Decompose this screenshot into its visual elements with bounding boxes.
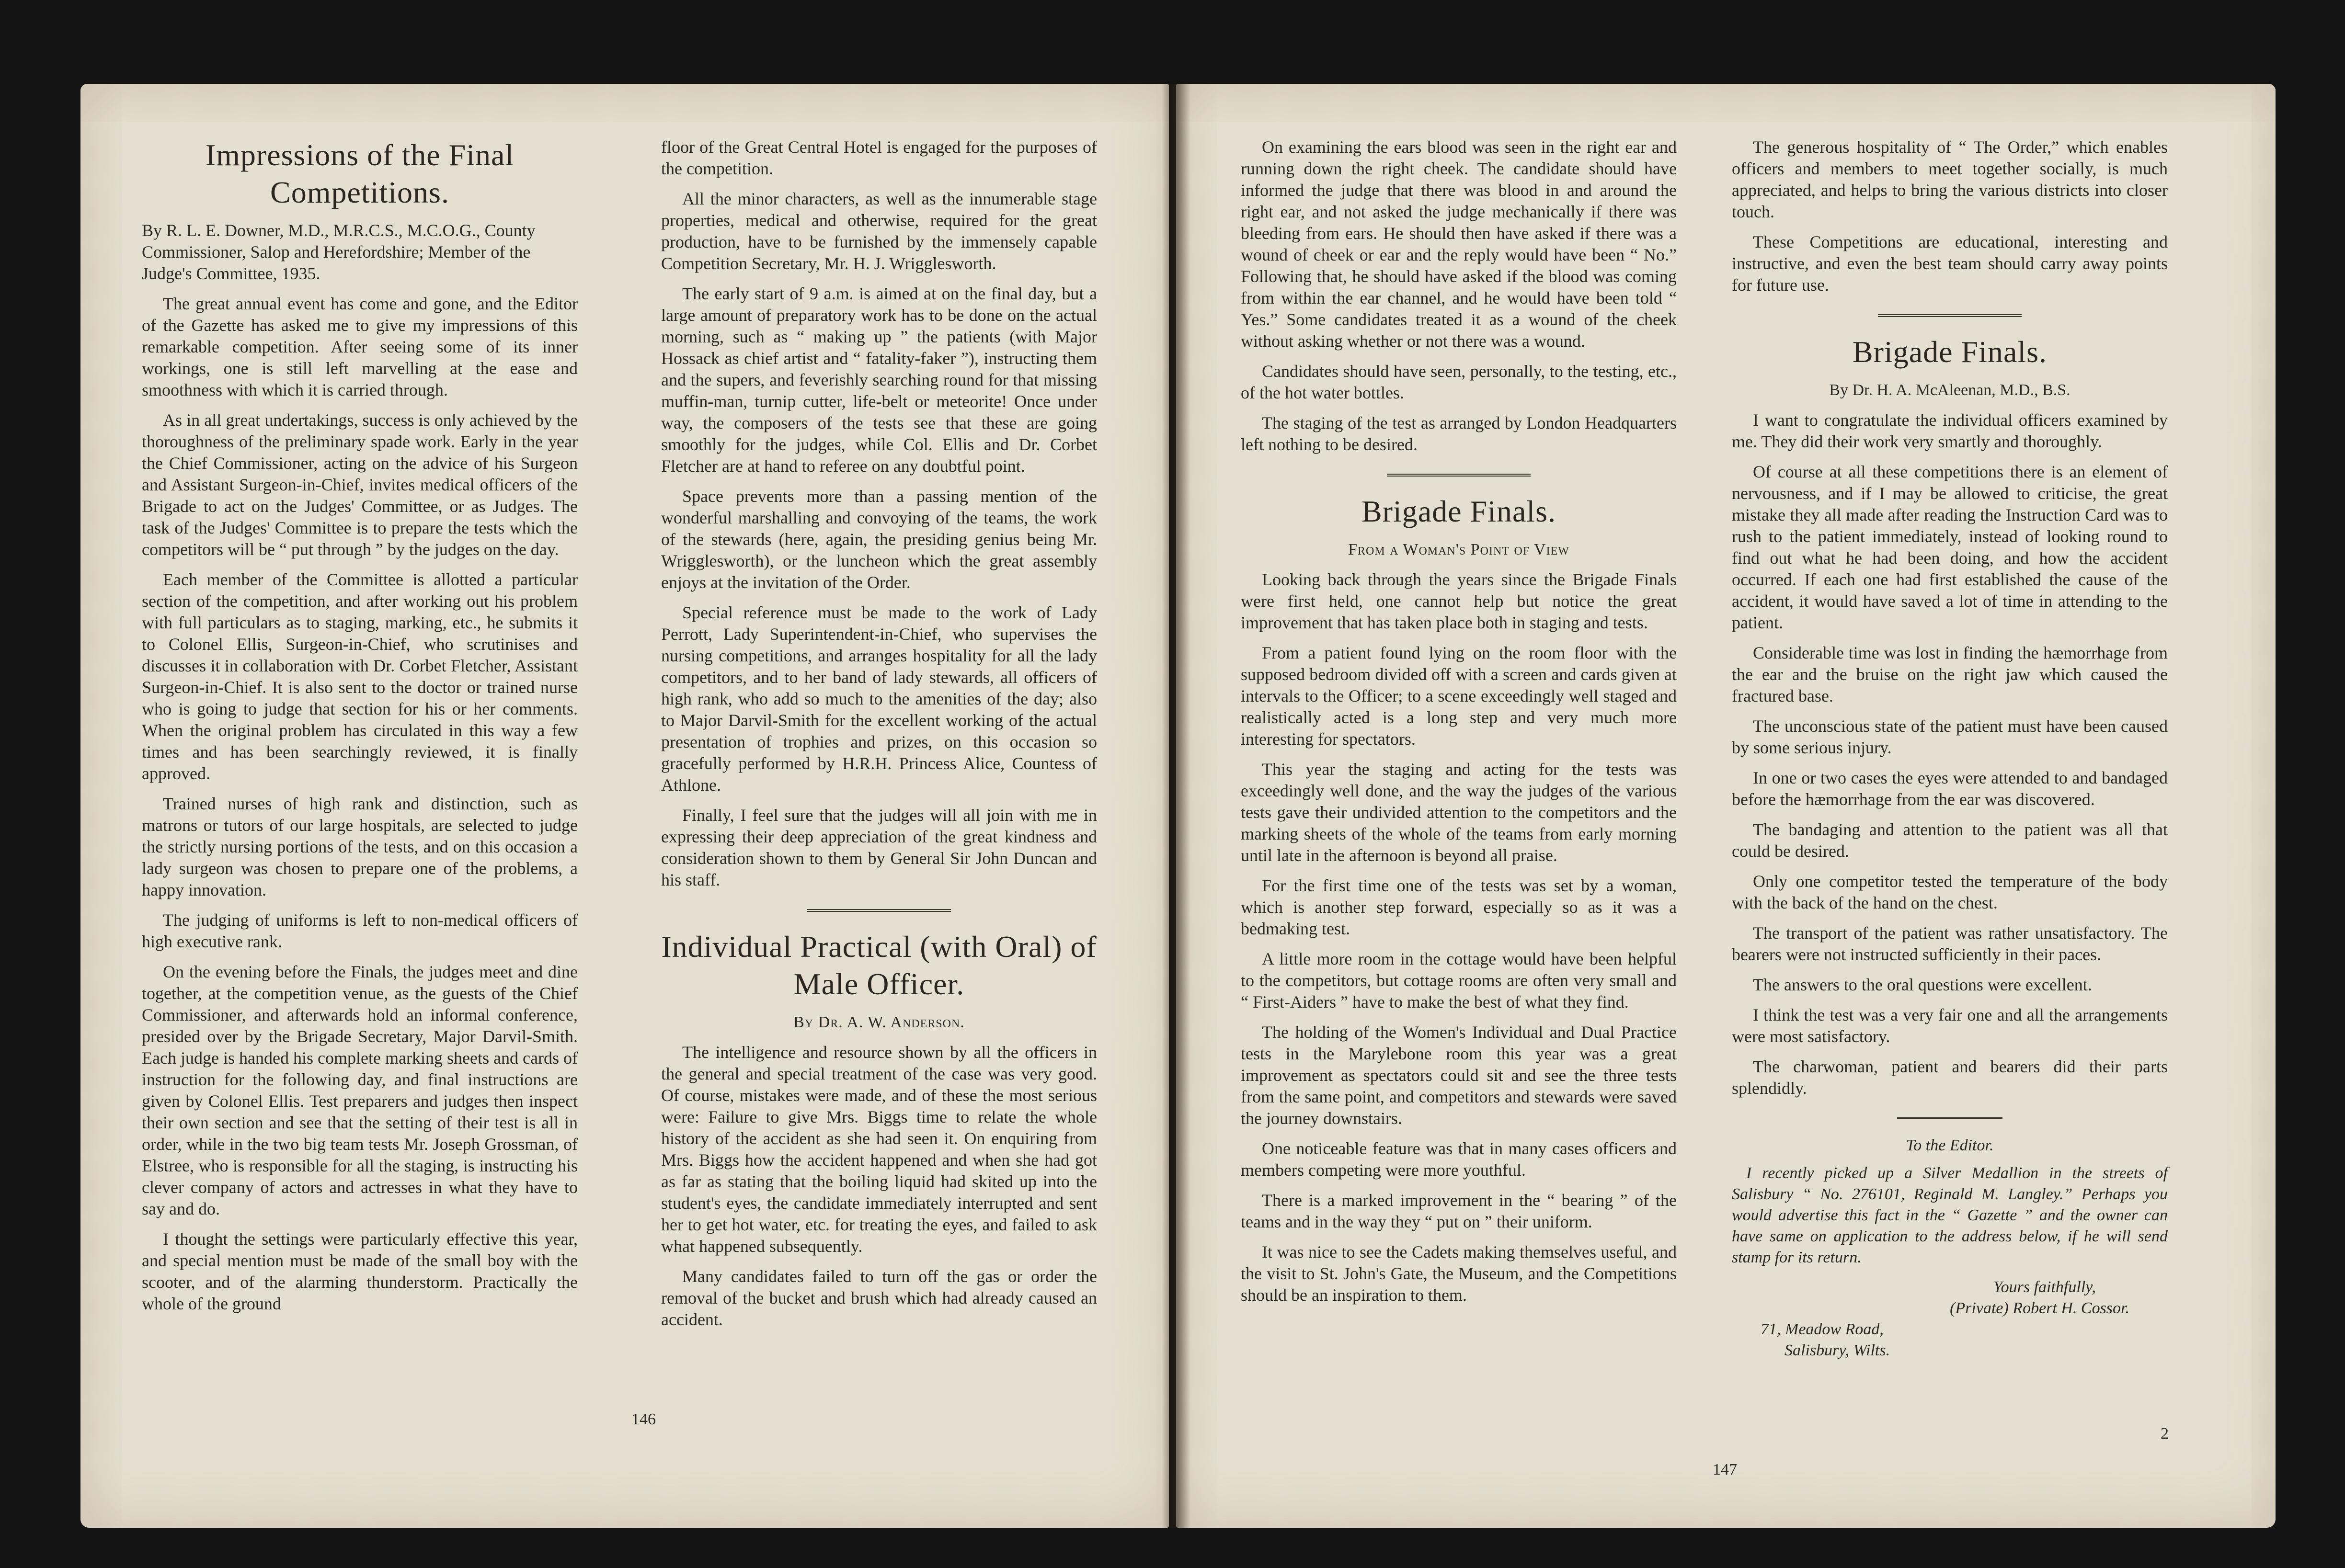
left-page [80, 84, 1169, 1528]
paragraph: Each member of the Committee is allotted a particular section of the competition, and after working out his problem with full particulars as to staging, marking, etc., he submits it to Colonel Ellis, Surgeon-in-Chief, who scrutinises and discusses it in collaboration with Dr. Corbet Fletcher, Assistant Surgeon-in-Chief. It is also sent to the doctor or trained nurse who is going to judge that section for his or her comments. When the original problem has circulated in this way a few times and has been searchingly reviewed, it is finally approved. [142, 570, 578, 783]
paragraph: The holding of the Women's Individual and Dual Practice tests in the Marylebone room this year was a great improvement as spectators could sit and see the three tests from the same point, and competitors and stewards were saved the journey downstairs. [1241, 1023, 1677, 1128]
right-page [1176, 84, 2276, 1528]
section-title: Brigade Finals. [1361, 494, 1556, 528]
paragraph: For the first time one of the tests was set by a woman, which is another step forward, especially so as it was a bedmaking test. [1241, 876, 1677, 938]
page-number: 147 [1713, 1461, 1737, 1478]
paragraph: A little more room in the cottage would have been helpful to the competitors, but cottage rooms are often very small and “ First-Aiders ” have to make the best of what they find. [1241, 949, 1677, 1011]
paragraph: The charwoman, patient and bearers did their parts splendidly. [1732, 1057, 2168, 1098]
paragraph: The bandaging and attention to the patient was all that could be desired. [1732, 820, 2168, 861]
paragraph: As in all great undertakings, success is only achieved by the thoroughness of the preliminary spade work. Early in the year the Chief Commissioner, acting on the advice of his Surgeon and Assistant Surgeon-in-Chief, invites medical officers of the Brigade to act on the Judges' Committee, or as Judges. The task of the Judges' Committee is to prepare the tests which the competitors will be “ put through ” by the judges on the day. [142, 410, 578, 559]
paragraph: I want to congratulate the individual officers examined by me. They did their work very smartly and thoroughly. [1732, 410, 2168, 451]
right-column [661, 136, 1097, 1339]
paragraph: The judging of uniforms is left to non-medical officers of high executive rank. [142, 910, 578, 951]
paragraph: The intelligence and resource shown by all the officers in the general and special treatment of the case was very good. Of course, mistakes were made, and of these the most serious were: Failure to give Mrs. Biggs time to relate the whole history of the accident as she had seen it. On enquiring from Mrs. Biggs how the accident happened and when she had got as far as stating that the boiling liquid had skited up into the student's eyes, the candidate immediately interrupted and sent her to get hot water, etc. for treating the eyes, and failed to ask what happened subsequently. [661, 1043, 1097, 1256]
paragraph: floor of the Great Central Hotel is engaged for the purposes of the competition. [661, 137, 1097, 178]
paragraph: The answers to the oral questions were excellent. [1753, 975, 2092, 994]
section-divider [1387, 474, 1531, 477]
section-subtitle: From a Woman's Point of View [1348, 541, 1569, 558]
left-column [142, 136, 578, 1323]
paragraph: The generous hospitality of “ The Order,” which enables officers and members to meet together socially, is much appreciated, and helps to bring the various districts into closer touch. [1732, 137, 2168, 221]
paragraph: Considerable time was lost in finding the hæmorrhage from the ear and the bruise on the right jaw which caused the fractured base. [1732, 643, 2168, 705]
section-divider [807, 909, 951, 912]
paragraph: It was nice to see the Cadets making themselves useful, and the visit to St. John's Gate, the Museum, and the Competitions should be an inspiration to them. [1241, 1242, 1677, 1305]
paragraph: On the evening before the Finals, the judges meet and dine together, at the competition venue, as the guests of the Chief Commissioner, and afterwards hold an informal conference, presided over by the Brigade Secretary, Major Darvil-Smith. Each judge is handed his complete marking sheets and cards of instruction for the following day, and final instructions are given by Colonel Ellis. Test preparers and judges then inspect their own section and see that the setting of their test is all in order, while in the two big team tests Mr. Joseph Grossman, of Elstree, who is responsible for all the staging, is instructing his clever company of actors and actresses in what they have to say and do. [142, 962, 578, 1218]
paragraph: The great annual event has come and gone, and the Editor of the Gazette has asked me to give my impressions of this remarkable competition. After seeing some of its inner workings, one is still left marvelling at the ease and smoothness with which it is carried through. [142, 294, 578, 399]
article-title: Impressions of the Final Competitions. [205, 138, 515, 209]
book-gutter [1162, 84, 1190, 1528]
left-column [1241, 136, 1677, 1315]
section-divider [1897, 1117, 2002, 1119]
paragraph: One noticeable feature was that in many cases officers and members competing were more youthful. [1241, 1139, 1677, 1180]
paragraph: All the minor characters, as well as the innumerable stage properties, medical and otherwise, required for the great production, have to be furnished by the immensely capable Competition Secretary, Mr. H. J. Wrigglesworth. [661, 189, 1097, 273]
section-title: Individual Practical (with Oral) of Male Officer. [661, 930, 1097, 1001]
paragraph: The early start of 9 a.m. is aimed at on the final day, but a large amount of preparatory work has to be done on the actual morning, such as “ making up ” the patients (with Major Hossack as chief artist and “ fatality-faker ”), instructing them and the supers, and feverishly searching round for that missing muffin-man, turnip cutter, life-belt or meteorite! Once under way, the composers of the tests see that these are going smoothly for the judges, while Col. Ellis and Dr. Corbet Fletcher are at hand to referee on any doubtful point. [661, 284, 1097, 476]
paragraph: Special reference must be made to the work of Lady Perrott, Lady Superintendent-in-Chief, who supervises the nursing competitions, and arranges hospitality for all the lady competitors, and to her band of lady stewards, all officers of high rank, who add so much to the amenities of the day; also to Major Darvil-Smith for the excellent working of the actual presentation of trophies and prizes, on this occasion so gracefully performed by H.R.H. Princess Alice, Countess of Athlone. [661, 603, 1097, 795]
letter-address-line-2: Salisbury, Wilts. [1784, 1341, 1890, 1359]
paragraph: From a patient found lying on the room floor with the supposed bedroom divided off with a screen and cards given at intervals to the Officer; to a scene exceedingly well staged and realistically acted is a long step and very much more interesting for spectators. [1241, 643, 1677, 749]
paragraph: On examining the ears blood was seen in the right ear and running down the right cheek. The candidate should have informed the judge that there was blood in and around the right ear, and not asked the judge mechanically if there was bleeding from ears. He should then have asked if there was a wound of cheek or ear and the reply would have been “ No.” Following that, he should have asked if the blood was coming from within the ear channel, and he would have been told “ Yes.” Some candidates treated it as a wound of the cheek without asking whether or not there was a wound. [1241, 137, 1677, 351]
section-divider [1878, 314, 2022, 317]
paragraph: Looking back through the years since the Brigade Finals were first held, one cannot help but notice the great improvement that has taken place both in staging and tests. [1241, 570, 1677, 632]
corner-mark: 2 [2161, 1425, 2169, 1443]
letter-address-line-1: 71, Meadow Road, [1761, 1320, 1884, 1338]
paragraph: Of course at all these competitions there is an element of nervousness, and if I may be allowed to criticise, the great mistake they all made after reading the Instruction Card was to rush to the patient immediately, instead of looking round to find out what he had been doing, and how the accident occurred. If each one had first established the cause of the accident, it would have saved a lot of time in attending to the patient. [1732, 462, 2168, 632]
paragraph: The unconscious state of the patient must have been caused by some serious injury. [1732, 716, 2168, 757]
page-number: 146 [631, 1410, 656, 1428]
letter-heading: To the Editor. [1906, 1136, 1994, 1154]
letter-closing: Yours faithfully, [1993, 1278, 2096, 1296]
letter-signature: (Private) Robert H. Cossor. [1950, 1299, 2129, 1317]
paragraph: The transport of the patient was rather unsatisfactory. The bearers were not instructed sufficiently in their paces. [1732, 923, 2168, 964]
section-byline: By Dr. H. A. McAleenan, M.D., B.S. [1829, 381, 2070, 399]
paragraph: I thought the settings were particularly effective this year, and special mention must be made of the small boy with the scooter, and of the alarming thunderstorm. Practically the whole of the ground [142, 1229, 578, 1313]
section-byline: By Dr. A. W. Anderson. [793, 1013, 965, 1031]
right-column [1732, 136, 2168, 1361]
paragraph: The staging of the test as arranged by London Headquarters left nothing to be desired. [1241, 413, 1677, 454]
paragraph: In one or two cases the eyes were attended to and bandaged before the hæmorrhage from the ear was discovered. [1732, 768, 2168, 809]
letter-body: I recently picked up a Silver Medallion in the streets of Salisbury “ No. 276101, Reginald M. Langley.” Perhaps you would advertise this fact in the “ Gazette ” and the owner can have same on application to the address below, if he will send stamp for its return. [1732, 1164, 2168, 1266]
paragraph: These Competitions are educational, interesting and instructive, and even the best team should carry away points for future use. [1732, 232, 2168, 295]
paragraph: Space prevents more than a passing mention of the wonderful marshalling and convoying of the teams, the work of the stewards (here, again, the presiding genius being Mr. Wrigglesworth), or the luncheon which the great assembly enjoys at the invitation of the Order. [661, 487, 1097, 592]
paragraph: Only one competitor tested the temperature of the body with the back of the hand on the chest. [1732, 872, 2168, 912]
paragraph: Candidates should have seen, personally, to the testing, etc., of the hot water bottles. [1241, 362, 1677, 402]
paragraph: There is a marked improvement in the “ bearing ” of the teams and in the way they “ put on ” their uniform. [1241, 1191, 1677, 1231]
paragraph: Many candidates failed to turn off the gas or order the removal of the bucket and brush which had already caused an accident. [661, 1267, 1097, 1329]
paragraph: I think the test was a very fair one and all the arrangements were most satisfactory. [1732, 1005, 2168, 1046]
paragraph: This year the staging and acting for the tests was exceedingly well done, and the way the judges of the various tests gave their undivided attention to the competitors and the marking sheets of the whole of the teams from early morning until late in the afternoon is beyond all praise. [1241, 760, 1677, 865]
paragraph: Trained nurses of high rank and distinction, such as matrons or tutors of our large hospitals, are selected to judge the strictly nursing portions of the tests, and on this occasion a lady surgeon was chosen to prepare one of the problems, a happy innovation. [142, 794, 578, 899]
letter-to-editor [1732, 1135, 2168, 1361]
paragraph: Finally, I feel sure that the judges will all join with me in expressing their deep appreciation of the great kindness and consideration shown to them by General Sir John Duncan and his staff. [661, 806, 1097, 889]
article-byline: By R. L. E. Downer, M.D., M.R.C.S., M.C.O.G., County Commissioner, Salop and Herefordshire; Member of the Judge's Committee, 1935. [142, 221, 536, 283]
section-title: Brigade Finals. [1852, 335, 2048, 369]
